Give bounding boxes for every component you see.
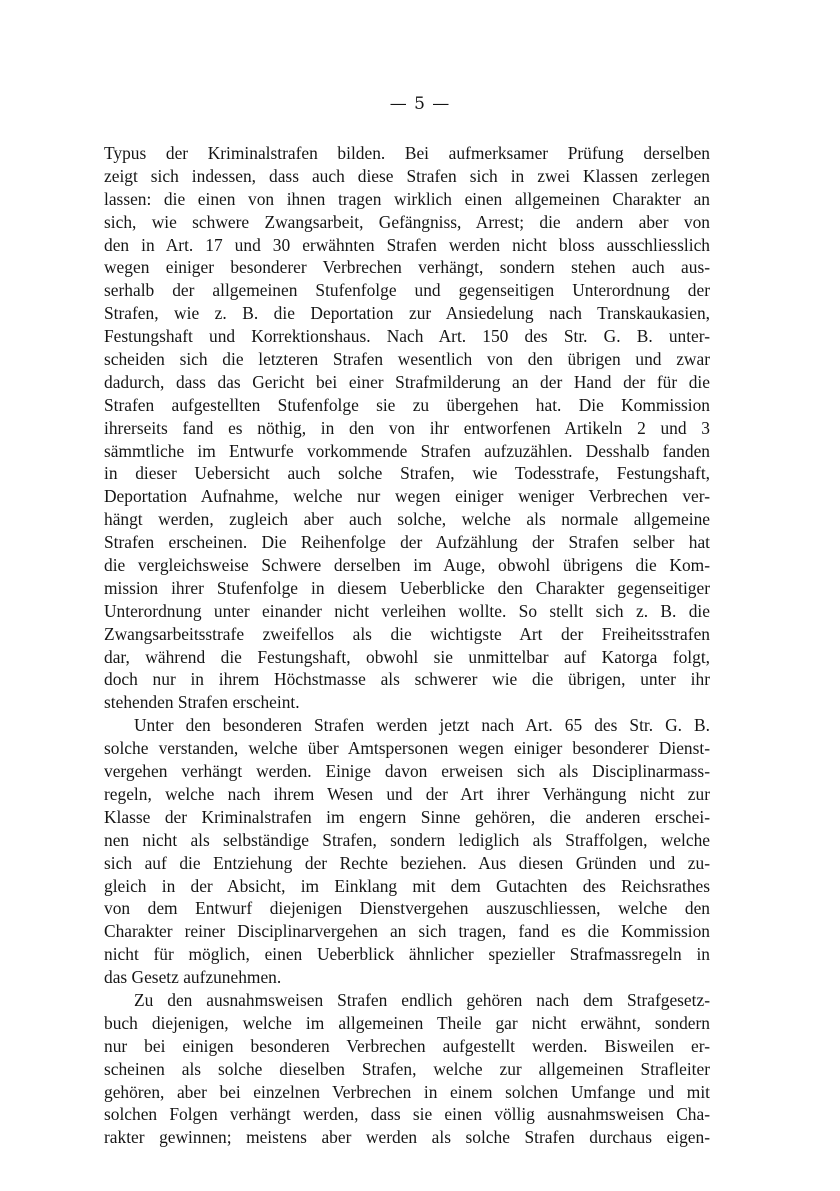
text-line: Deportation Aufnahme, welche nur wegen einiger weniger Verbrechen ver- bbox=[104, 486, 710, 507]
text-line: gleich in der Absicht, im Einklang mit dem Gutachten des Reichsrathes bbox=[104, 875, 710, 896]
text-line: Zu den ausnahmsweisen Strafen endlich gehören nach dem Strafgesetz- bbox=[134, 989, 710, 1010]
text-line: lassen: die einen von ihnen tragen wirklich einen allgemeinen Charakter an bbox=[104, 188, 710, 209]
text-line: Unter den besonderen Strafen werden jetzt nach Art. 65 des Str. G. B. bbox=[134, 715, 710, 736]
text-line: mission ihrer Stufenfolge in diesem Ueberblicke den Charakter gegenseitiger bbox=[104, 577, 710, 598]
text-line: regeln, welche nach ihrem Wesen und der Art ihrer Verhängung nicht zur bbox=[104, 783, 710, 804]
text-line: vergehen verhängt werden. Einige davon erweisen sich als Disciplinarmass- bbox=[104, 761, 710, 782]
text-line: Typus der Kriminalstrafen bilden. Bei aufmerksamer Prüfung derselben bbox=[104, 143, 710, 163]
text-line: Zwangsarbeitsstrafe zweifellos als die wichtigste Art der Freiheitsstrafen bbox=[104, 623, 710, 644]
text-line: buch diejenigen, welche im allgemeinen Theile gar nicht erwähnt, sondern bbox=[104, 1012, 710, 1033]
body-text bbox=[104, 142, 710, 1149]
text-line: nen nicht als selbständige Strafen, sondern lediglich als Straffolgen, welche bbox=[104, 829, 710, 850]
text-line: solche verstanden, welche über Amtspersonen wegen einiger besonderer Dienst- bbox=[104, 738, 710, 759]
text-line: nicht für möglich, einen Ueberblick ähnlicher spezieller Strafmassregeln in bbox=[104, 944, 710, 965]
text-line: dar, während die Festungshaft, obwohl sie unmittelbar auf Katorga folgt, bbox=[104, 646, 710, 667]
page-number: — 5 — bbox=[389, 94, 451, 114]
text-line: Strafen, wie z. B. die Deportation zur Ansiedelung nach Transkaukasien, bbox=[104, 303, 710, 324]
text-line: Strafen aufgestellten Stufenfolge sie zu übergehen hat. Die Kommission bbox=[104, 394, 710, 415]
text-line: in dieser Uebersicht auch solche Strafen, wie Todesstrafe, Festungshaft, bbox=[104, 463, 710, 484]
text-line: solchen Folgen verhängt werden, dass sie einen völlig ausnahmsweisen Cha- bbox=[104, 1104, 710, 1125]
text-line: dadurch, dass das Gericht bei einer Strafmilderung an der Hand der für die bbox=[104, 371, 710, 392]
text-line: Unterordnung unter einander nicht verleihen wollte. So stellt sich z. B. die bbox=[104, 600, 710, 621]
text-line: doch nur in ihrem Höchstmasse als schwerer wie die übrigen, unter ihr bbox=[104, 669, 710, 690]
text-line: Klasse der Kriminalstrafen im engern Sinne gehören, die anderen erschei- bbox=[104, 806, 710, 827]
text-line: Charakter reiner Disciplinarvergehen an sich tragen, fand es die Kommission bbox=[104, 921, 710, 942]
text-line: sich auf die Entziehung der Rechte beziehen. Aus diesen Gründen und zu- bbox=[104, 852, 710, 873]
text-line: gehören, aber bei einzelnen Verbrechen in einem solchen Umfange und mit bbox=[104, 1081, 710, 1102]
text-line: serhalb der allgemeinen Stufenfolge und gegenseitigen Unterordnung der bbox=[104, 280, 710, 301]
text-line: zeigt sich indessen, dass auch diese Strafen sich in zwei Klassen zerlegen bbox=[104, 165, 710, 186]
text-line: ihrerseits fand es nöthig, in den von ihr entworfenen Artikeln 2 und 3 bbox=[104, 417, 710, 438]
text-line: sämmtliche im Entwurfe vorkommende Strafen aufzuzählen. Desshalb fanden bbox=[104, 440, 710, 461]
text-line: rakter gewinnen; meistens aber werden als solche Strafen durchaus eigen- bbox=[104, 1127, 710, 1148]
text-line: die vergleichsweise Schwere derselben im Auge, obwohl übrigens die Kom- bbox=[104, 555, 710, 576]
text-line: stehenden Strafen erscheint. bbox=[104, 692, 300, 713]
text-line: das Gesetz aufzunehmen. bbox=[104, 967, 282, 988]
text-line: scheinen als solche dieselben Strafen, welche zur allgemeinen Strafleiter bbox=[104, 1058, 710, 1079]
text-line: von dem Entwurf diejenigen Dienstvergehen auszuschliessen, welche den bbox=[104, 898, 710, 919]
text-line: nur bei einigen besonderen Verbrechen aufgestellt werden. Bisweilen er- bbox=[104, 1035, 710, 1056]
text-line: sich, wie schwere Zwangsarbeit, Gefängniss, Arrest; die andern aber von bbox=[104, 211, 710, 232]
text-line: scheiden sich die letzteren Strafen wesentlich von den übrigen und zwar bbox=[104, 349, 710, 370]
text-line: hängt werden, zugleich aber auch solche, welche als normale allgemeine bbox=[104, 509, 710, 530]
text-line: wegen einiger besonderer Verbrechen verhängt, sondern stehen auch aus- bbox=[104, 257, 710, 278]
text-line: Festungshaft und Korrektionshaus. Nach Art. 150 des Str. G. B. unter- bbox=[104, 326, 710, 347]
text-line: Strafen erscheinen. Die Reihenfolge der Aufzählung der Strafen selber hat bbox=[104, 532, 710, 553]
text-line: den in Art. 17 und 30 erwähnten Strafen werden nicht bloss ausschliesslich bbox=[104, 234, 710, 255]
